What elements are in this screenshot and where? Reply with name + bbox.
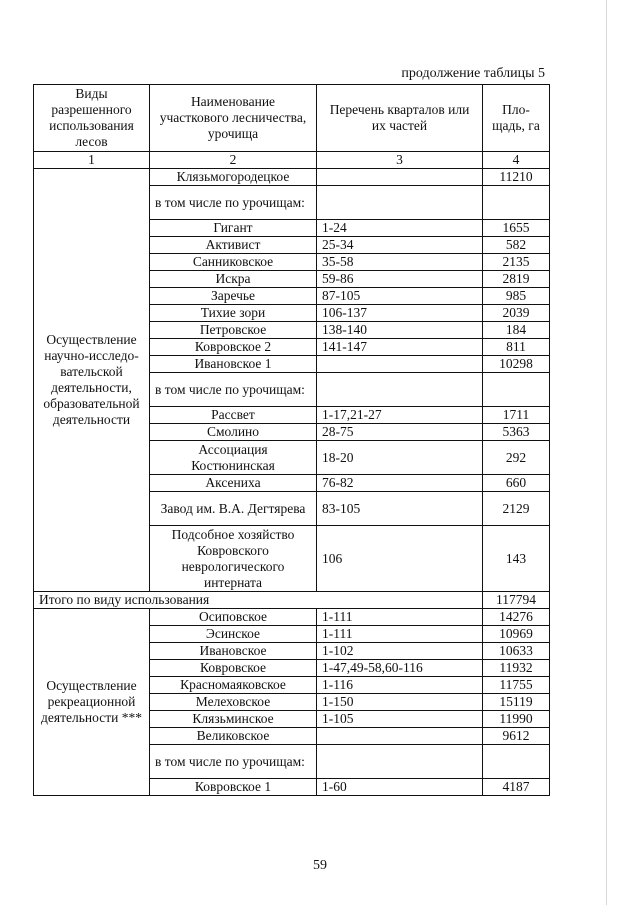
- quarters-cell: 1-24: [317, 220, 483, 237]
- total-label: Итого по виду использования: [34, 592, 483, 609]
- header-area: Пло-щадь, га: [483, 85, 550, 152]
- forestry-name: Великовское: [150, 728, 317, 745]
- column-number: 2: [150, 152, 317, 169]
- forestry-name: Ивановское 1: [150, 356, 317, 373]
- quarters-cell: 1-105: [317, 711, 483, 728]
- area-cell: 14276: [483, 609, 550, 626]
- quarters-cell: 35-58: [317, 254, 483, 271]
- area-cell: 1711: [483, 407, 550, 424]
- area-cell: 10298: [483, 356, 550, 373]
- quarters-cell: [317, 169, 483, 186]
- subtract-note: в том числе по урочищам:: [150, 186, 317, 220]
- tract-name: Санниковское: [150, 254, 317, 271]
- table-caption: продолжение таблицы 5: [401, 66, 545, 81]
- quarters-cell: 25-34: [317, 237, 483, 254]
- quarters-cell: 87-105: [317, 288, 483, 305]
- forestry-name: Ковровское: [150, 660, 317, 677]
- quarters-cell: 1-116: [317, 677, 483, 694]
- table-row: [34, 609, 550, 626]
- use-type-cell: Осуществление рекреационной деятельности ***: [34, 609, 150, 796]
- area-cell: 582: [483, 237, 550, 254]
- area-cell: 292: [483, 441, 550, 475]
- tract-name: Тихие зори: [150, 305, 317, 322]
- total-area: 117794: [483, 592, 550, 609]
- tract-name: Смолино: [150, 424, 317, 441]
- area-cell: 184: [483, 322, 550, 339]
- area-cell: 2129: [483, 492, 550, 526]
- header-quarters: Перечень кварталов или их частей: [317, 85, 483, 152]
- quarters-cell: [317, 728, 483, 745]
- area-cell: 5363: [483, 424, 550, 441]
- header-forestry-name: Наименование участкового лесничества, урочища: [150, 85, 317, 152]
- quarters-cell: 1-111: [317, 609, 483, 626]
- forestry-name: Красномаяковское: [150, 677, 317, 694]
- quarters-cell: 1-111: [317, 626, 483, 643]
- quarters-cell: 76-82: [317, 475, 483, 492]
- area-cell: 10969: [483, 626, 550, 643]
- quarters-cell: 1-47,49-58,60-116: [317, 660, 483, 677]
- quarters-cell: 106: [317, 526, 483, 592]
- area-cell: 11210: [483, 169, 550, 186]
- quarters-cell: 106-137: [317, 305, 483, 322]
- tract-name: Искра: [150, 271, 317, 288]
- subtract-note: в том числе по урочищам:: [150, 745, 317, 779]
- forestry-name: Мелеховское: [150, 694, 317, 711]
- area-cell: 11932: [483, 660, 550, 677]
- quarters-cell: 138-140: [317, 322, 483, 339]
- forestry-name: Ивановское: [150, 643, 317, 660]
- column-number: 1: [34, 152, 150, 169]
- table-row: [34, 169, 550, 186]
- area-cell: 2135: [483, 254, 550, 271]
- area-cell: [483, 745, 550, 779]
- subtract-note: в том числе по урочищам:: [150, 373, 317, 407]
- tract-name: Заречье: [150, 288, 317, 305]
- total-row: [34, 592, 550, 609]
- tract-name: Аксениха: [150, 475, 317, 492]
- area-cell: 9612: [483, 728, 550, 745]
- tract-name: Ковровское 1: [150, 779, 317, 796]
- quarters-cell: [317, 186, 483, 220]
- header-use-type: Виды разрешенного использования лесов: [34, 85, 150, 152]
- column-number-row: [34, 152, 550, 169]
- tract-name: Ассоциация Костюнинская: [150, 441, 317, 475]
- area-cell: 2819: [483, 271, 550, 288]
- forestry-name: Осиповское: [150, 609, 317, 626]
- forestry-name: Эсинское: [150, 626, 317, 643]
- tract-name: Активист: [150, 237, 317, 254]
- quarters-cell: 141-147: [317, 339, 483, 356]
- forest-use-table: [33, 84, 550, 796]
- use-type-cell: Осуществление научно-исследо-вательской деятельности, образовательной деятельности: [34, 169, 150, 592]
- quarters-cell: 28-75: [317, 424, 483, 441]
- quarters-cell: 59-86: [317, 271, 483, 288]
- tract-name: Подсобное хозяйство Ковровского неврологического интерната: [150, 526, 317, 592]
- area-cell: 15119: [483, 694, 550, 711]
- area-cell: 1655: [483, 220, 550, 237]
- page-number: 59: [313, 858, 327, 873]
- area-cell: 10633: [483, 643, 550, 660]
- quarters-cell: 1-102: [317, 643, 483, 660]
- area-cell: 985: [483, 288, 550, 305]
- tract-name: Завод им. В.А. Дегтярева: [150, 492, 317, 526]
- column-number: 4: [483, 152, 550, 169]
- column-number: 3: [317, 152, 483, 169]
- quarters-cell: [317, 356, 483, 373]
- area-cell: 2039: [483, 305, 550, 322]
- area-cell: [483, 186, 550, 220]
- area-cell: 11755: [483, 677, 550, 694]
- quarters-cell: 1-150: [317, 694, 483, 711]
- quarters-cell: 83-105: [317, 492, 483, 526]
- quarters-cell: 18-20: [317, 441, 483, 475]
- tract-name: Ковровское 2: [150, 339, 317, 356]
- area-cell: 143: [483, 526, 550, 592]
- area-cell: 660: [483, 475, 550, 492]
- page-edge-line: [606, 0, 607, 905]
- quarters-cell: [317, 373, 483, 407]
- forestry-name: Клязьминское: [150, 711, 317, 728]
- tract-name: Петровское: [150, 322, 317, 339]
- area-cell: 811: [483, 339, 550, 356]
- tract-name: Рассвет: [150, 407, 317, 424]
- quarters-cell: 1-17,21-27: [317, 407, 483, 424]
- forestry-name: Клязьмогородецкое: [150, 169, 317, 186]
- quarters-cell: 1-60: [317, 779, 483, 796]
- quarters-cell: [317, 745, 483, 779]
- header-row: [34, 85, 550, 152]
- tract-name: Гигант: [150, 220, 317, 237]
- area-cell: 4187: [483, 779, 550, 796]
- area-cell: [483, 373, 550, 407]
- area-cell: 11990: [483, 711, 550, 728]
